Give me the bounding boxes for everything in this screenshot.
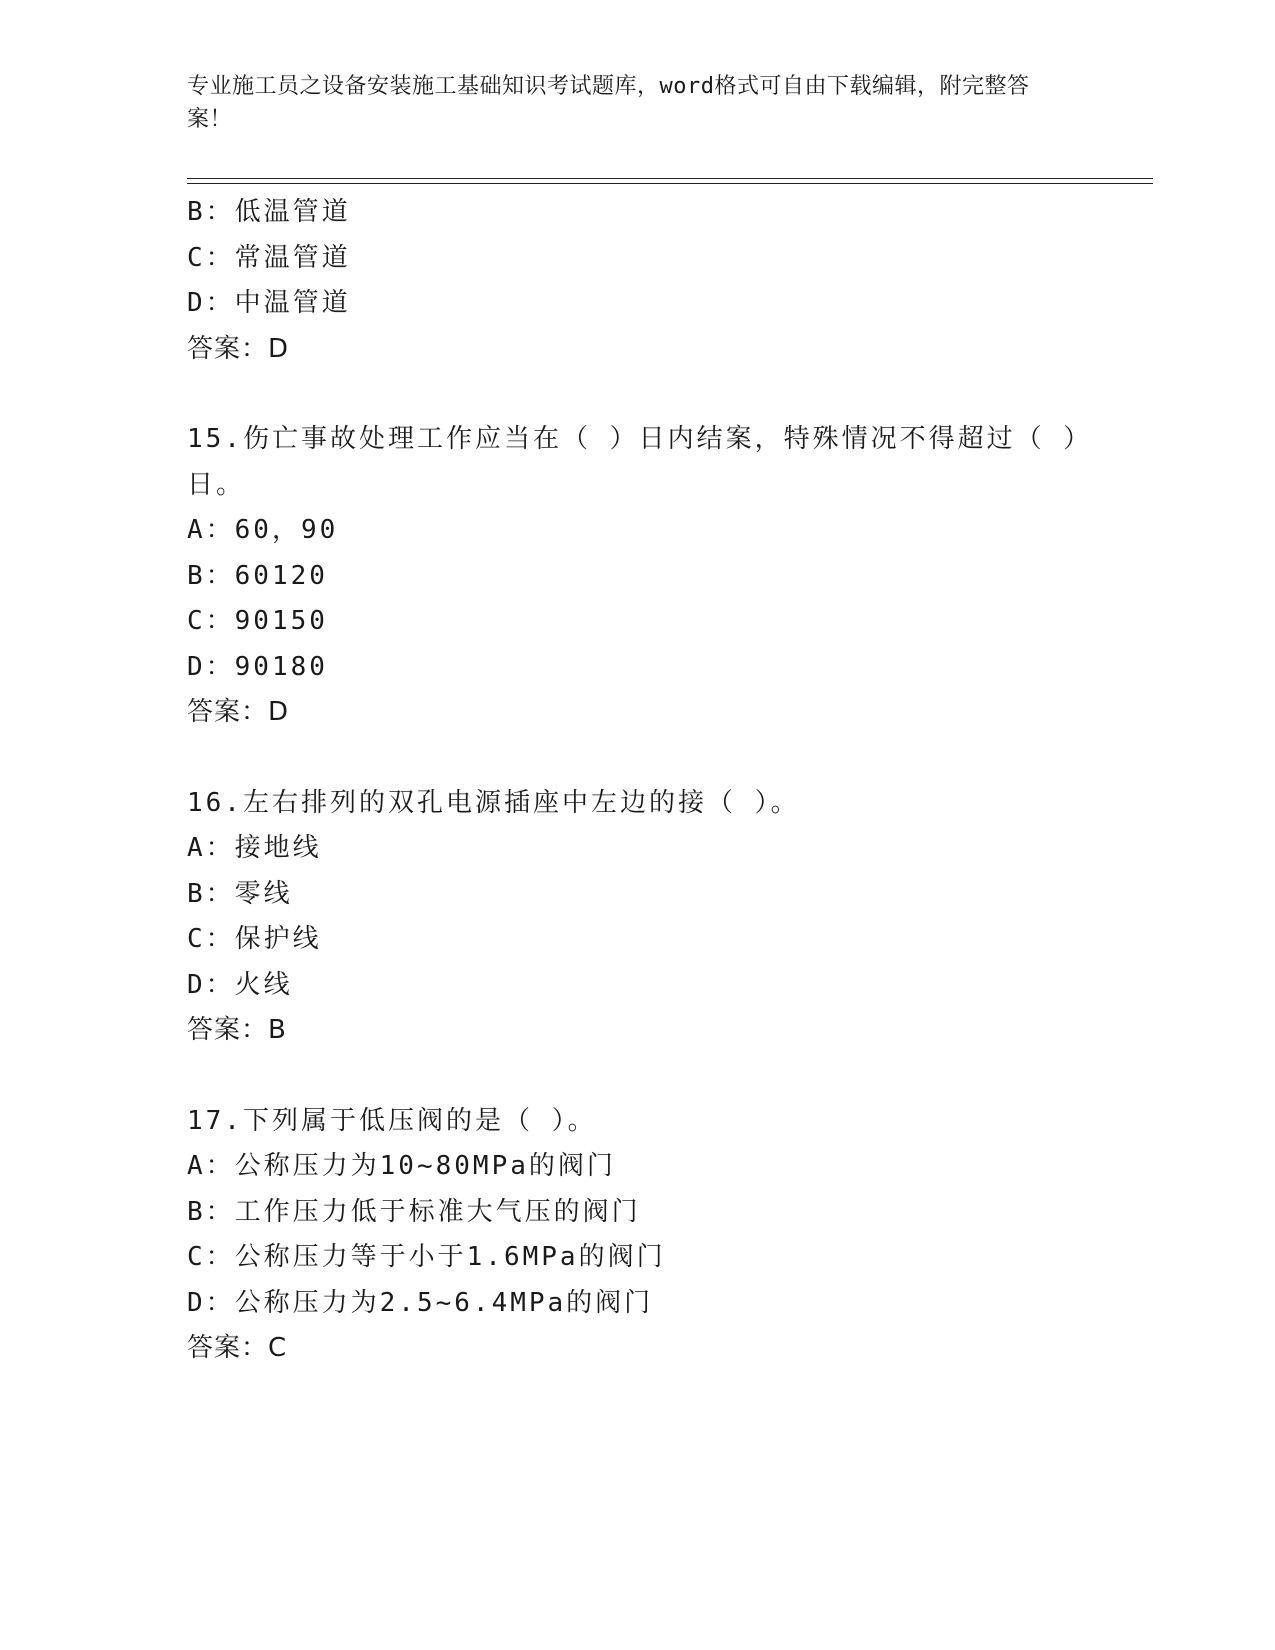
question-text: 17.下列属于低压阀的是（ ）。: [187, 1105, 597, 1136]
option-c: C：公称压力等于小于1.6MPa的阀门: [187, 1242, 666, 1272]
option-d: D：公称压力为2.5~6.4MPa的阀门: [187, 1287, 654, 1318]
spacer: [187, 1054, 1087, 1099]
option-b: B：零线: [187, 878, 293, 909]
question-list: [187, 190, 1087, 1372]
spacer: [187, 736, 1087, 781]
answer: 答案：D: [187, 333, 290, 364]
document-title: 专业施工员之设备安装施工基础知识考试题库，word格式可自由下载编辑，附完整答案！: [187, 74, 1030, 132]
option-c: C：90150: [187, 606, 328, 636]
header-rule-bottom: [187, 183, 1153, 184]
option-b: B：低温管道: [187, 197, 351, 227]
document-header: [187, 70, 1067, 136]
question-text: 15.伤亡事故处理工作应当在（ ）日内结案，特殊情况不得超过（ ）日。: [187, 424, 1080, 500]
partial-question: [187, 190, 1087, 372]
answer: 答案：C: [187, 1333, 288, 1363]
answer: 答案：B: [187, 1015, 287, 1045]
question-text: 16.左右排列的双孔电源插座中左边的接（ ）。: [187, 787, 800, 818]
spacer: [187, 372, 1087, 417]
header-rule-top: [187, 178, 1153, 179]
option-a: A：接地线: [187, 833, 322, 863]
question-16: [187, 781, 1087, 1054]
option-d: D：90180: [187, 651, 328, 682]
question-15: [187, 417, 1087, 736]
answer: 答案：D: [187, 697, 290, 727]
option-d: D：火线: [187, 969, 293, 1000]
option-d: D：中温管道: [187, 288, 351, 318]
option-a: A：公称压力为10~80MPa的阀门: [187, 1151, 616, 1181]
option-a: A：60，90: [187, 515, 339, 545]
option-c: C：保护线: [187, 924, 322, 954]
option-b: B：60120: [187, 560, 328, 591]
question-17: [187, 1099, 1087, 1372]
option-c: C：常温管道: [187, 242, 351, 273]
option-b: B：工作压力低于标准大气压的阀门: [187, 1196, 641, 1227]
